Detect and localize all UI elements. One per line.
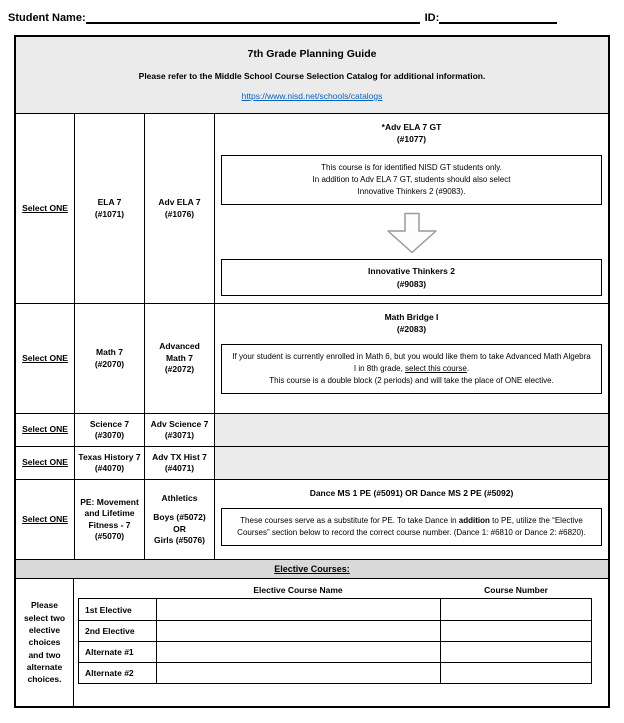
athletics-girls: Girls (#5076) — [153, 534, 206, 545]
adv-ela7-gt-name: *Adv ELA 7 GT — [381, 122, 442, 132]
elective-courses-bar — [16, 559, 608, 578]
adv-science7-option-cell — [144, 414, 214, 446]
planning-guide-table — [14, 35, 610, 708]
math-bridge-note-box — [221, 344, 602, 394]
id-field[interactable] — [439, 11, 557, 24]
innovative-thinkers-code: (#9083) — [396, 278, 427, 289]
second-elective-number-field[interactable] — [441, 621, 591, 641]
adv-math7-option-cell — [144, 304, 214, 413]
ela7-option-cell — [74, 114, 144, 303]
adv-ela7-gt-code: (#1077) — [396, 133, 427, 144]
adv-ela7-gt-title — [215, 122, 608, 146]
ela7-name: ELA 7 — [97, 197, 122, 208]
id-label: ID: — [424, 12, 440, 24]
history-row — [16, 446, 608, 479]
guide-subtitle: Please refer to the Middle School Course Selection Catalog for additional information. — [138, 71, 486, 81]
science-select-cell — [16, 414, 74, 446]
history-shaded-cell — [214, 447, 608, 479]
elective-table — [78, 598, 592, 684]
alternate1-name-field[interactable] — [157, 642, 441, 662]
pe-select-cell — [16, 480, 74, 559]
elective-row-3 — [79, 641, 591, 662]
dance-detail-cell — [214, 480, 608, 559]
ela-select-label: Select ONE — [22, 202, 68, 213]
adv-tx-hist7-name: Adv TX Hist 7 — [152, 451, 207, 462]
science-select-label: Select ONE — [22, 424, 68, 435]
innovative-thinkers-box — [221, 259, 602, 297]
elective-instruction: Please select two elective choices and two alternate choices. — [16, 579, 74, 706]
adv-ela7-option-cell — [144, 114, 214, 303]
science-shaded-cell — [214, 414, 608, 446]
first-elective-name-field[interactable] — [157, 599, 441, 620]
gt-note-line3: Innovative Thinkers 2 (#9083). — [357, 186, 466, 196]
math-select-cell — [16, 304, 74, 413]
texas-history7-option-cell — [74, 447, 144, 479]
guide-title: 7th Grade Planning Guide — [247, 48, 377, 60]
math-bridge-name: Math Bridge I — [384, 312, 439, 322]
adv-science7-name: Adv Science 7 — [150, 418, 209, 429]
math-bridge-note-line2: This course is a double block (2 periods) and will take the place of ONE elective. — [269, 375, 554, 385]
student-info-bar — [0, 0, 624, 24]
ela-select-cell — [16, 114, 74, 303]
elective-row-4 — [79, 662, 591, 683]
math7-code: (#2070) — [94, 358, 125, 369]
alternate2-name-field[interactable] — [157, 663, 441, 683]
elective-table-headers — [78, 585, 592, 595]
pe-option-cell — [74, 480, 144, 559]
guide-header — [16, 37, 608, 113]
history-select-label: Select ONE — [22, 457, 68, 468]
math-select-label: Select ONE — [22, 352, 68, 363]
innovative-thinkers-name: Innovative Thinkers 2 — [368, 265, 455, 276]
course-number-header: Course Number — [484, 585, 548, 595]
first-elective-label: 1st Elective — [79, 599, 157, 620]
second-elective-name-field[interactable] — [157, 621, 441, 641]
adv-tx-hist7-option-cell — [144, 447, 214, 479]
ela7-code: (#1071) — [94, 208, 125, 219]
adv-ela7-name: Adv ELA 7 — [158, 197, 201, 208]
student-name-field[interactable] — [86, 11, 420, 24]
texas-history7-name: Texas History 7 — [78, 451, 141, 462]
adv-science7-code: (#3071) — [164, 430, 195, 440]
math-bridge-title — [215, 312, 608, 336]
elective-courses-title: Elective Courses: — [274, 564, 350, 574]
math7-name: Math 7 — [96, 347, 123, 358]
addition-bold: addition — [458, 515, 490, 525]
history-select-cell — [16, 447, 74, 479]
athletics-option-cell — [144, 480, 214, 559]
adv-math7-code: (#2072) — [164, 364, 195, 375]
athletics-boys: Boys (#5072) — [153, 512, 206, 523]
science-row — [16, 413, 608, 446]
first-elective-number-field[interactable] — [441, 599, 591, 620]
math-bridge-detail-cell — [214, 304, 608, 413]
elective-row-1 — [79, 599, 591, 620]
elective-section — [16, 578, 608, 706]
gt-note-box — [221, 155, 602, 205]
alternate2-number-field[interactable] — [441, 663, 591, 683]
math-row — [16, 303, 608, 413]
math7-option-cell — [74, 304, 144, 413]
pe-row — [16, 479, 608, 559]
elective-course-name-header: Elective Course Name — [253, 585, 343, 595]
dance-title: Dance MS 1 PE (#5091) OR Dance MS 2 PE (#5092) — [309, 488, 514, 498]
pe-code: (#5070) — [94, 530, 125, 541]
alternate2-label: Alternate #2 — [79, 663, 157, 683]
ela-gt-detail-cell — [214, 114, 608, 303]
second-elective-label: 2nd Elective — [79, 621, 157, 641]
select-this-course-underline: select this course — [405, 363, 467, 373]
alternate1-number-field[interactable] — [441, 642, 591, 662]
student-name-label: Student Name: — [8, 12, 86, 24]
elective-header-spacer — [78, 585, 156, 595]
elective-row-2 — [79, 620, 591, 641]
pe-name: PE: Movement and Lifetime Fitness - 7 — [80, 496, 139, 530]
down-arrow-icon — [215, 212, 608, 254]
ela-row — [16, 113, 608, 303]
science7-code: (#3070) — [94, 430, 125, 440]
elective-table-area — [74, 579, 608, 706]
math-bridge-code: (#2083) — [396, 323, 427, 334]
catalog-link[interactable]: https://www.nisd.net/schools/catalogs — [241, 91, 383, 101]
alternate1-label: Alternate #1 — [79, 642, 157, 662]
science7-name: Science 7 — [89, 418, 130, 429]
math-bridge-note: If your student is currently enrolled in Math 6, but you would like them to take Advanced Math Algebra I in 8th grade, select this course. — [232, 351, 591, 373]
gt-note-line1: This course is for identified NISD GT students only. — [321, 162, 502, 172]
adv-math7-name-line1: Advanced — [159, 341, 200, 352]
gt-note-line2: In addition to Adv ELA 7 GT, students should also select — [312, 174, 511, 184]
athletics-or: OR — [173, 523, 186, 534]
pe-select-label: Select ONE — [22, 513, 68, 524]
science7-option-cell — [74, 414, 144, 446]
athletics-name: Athletics — [161, 492, 198, 503]
adv-ela7-code: (#1076) — [164, 208, 195, 219]
adv-math7-name-line2: Math 7 — [166, 352, 193, 363]
texas-history7-code: (#4070) — [94, 463, 125, 473]
adv-tx-hist7-code: (#4071) — [164, 463, 195, 473]
dance-note-box: These courses serve as a substitute for PE. To take Dance in addition to PE, utilize the “Elective Courses” section below to record the correct course number. (Dance 1: #6810 or Dance 2: #6820). — [221, 508, 602, 546]
